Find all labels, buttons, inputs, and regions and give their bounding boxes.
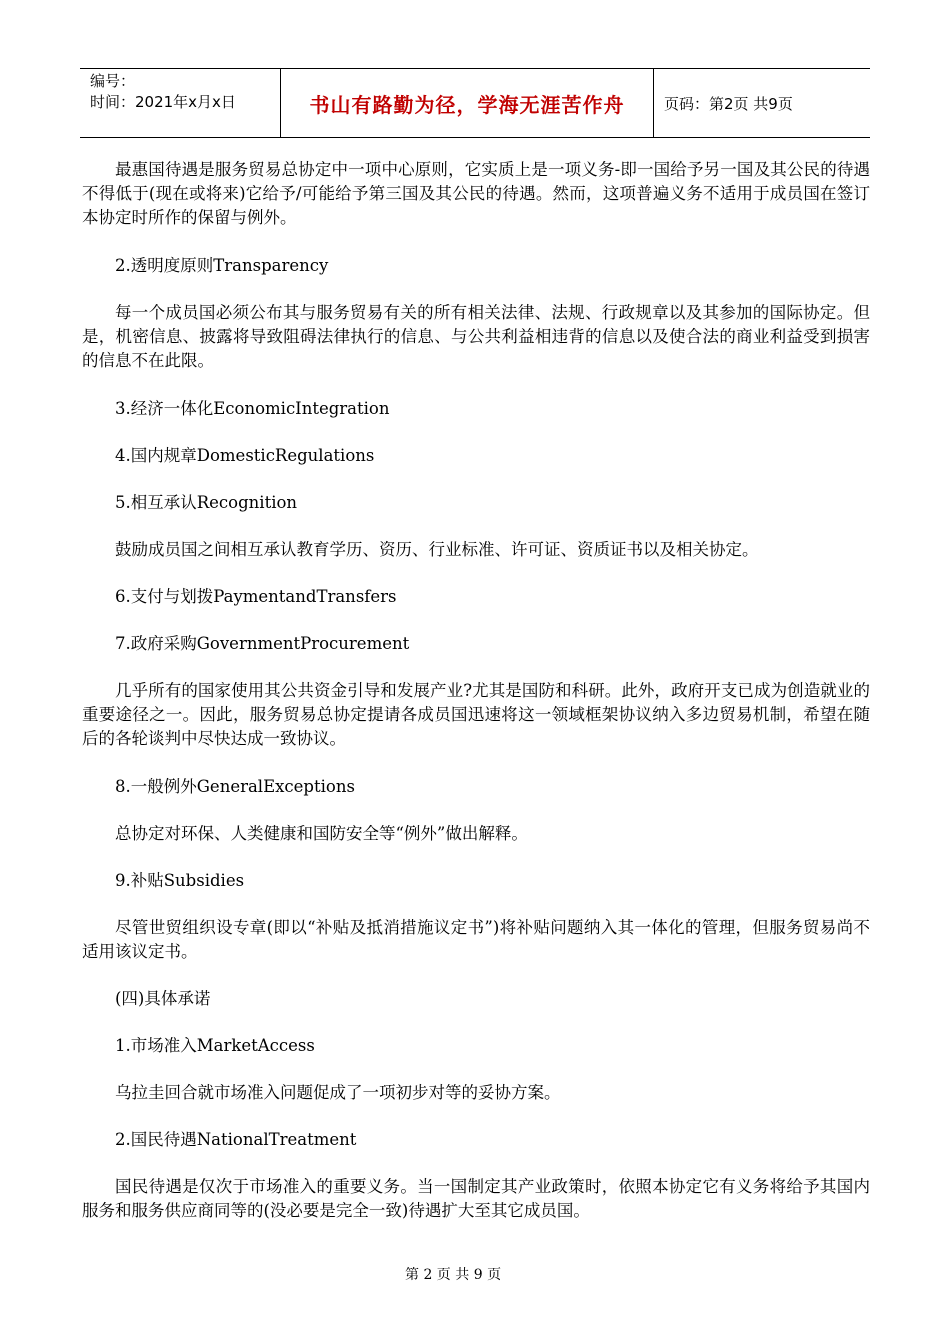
paragraph: 国民待遇是仅次于市场准入的重要义务。当一国制定其产业政策时，依照本协定它有义务将给予其国内服务和服务供应商同等的(没必要是完全一致)待遇扩大至其它成员国。 <box>82 1177 870 1220</box>
page-footer: 第 2 页 共 9 页 <box>405 1267 502 1283</box>
section-heading: 9.补贴Subsidies <box>115 871 245 890</box>
section-heading: 2.透明度原则Transparency <box>115 256 329 275</box>
paragraph: 乌拉圭回合就市场准入问题促成了一项初步对等的妥协方案。 <box>115 1083 561 1102</box>
paragraph: 总协定对环保、人类健康和国防安全等“例外”做出解释。 <box>115 824 528 843</box>
section-heading: 2.国民待遇NationalTreatment <box>115 1130 357 1149</box>
header-meta <box>80 69 281 137</box>
document-body <box>82 158 870 1223</box>
section-heading: 1.市场准入MarketAccess <box>115 1036 315 1055</box>
header-motto: 书山有路勤为径，学海无涯苦作舟 <box>281 69 654 137</box>
section-heading: 7.政府采购GovernmentProcurement <box>115 634 410 653</box>
date-label: 时间：2021年x月x日 <box>90 93 236 111</box>
page-header <box>80 68 870 138</box>
section-heading: 3.经济一体化EconomicIntegration <box>115 399 390 418</box>
section-heading: 6.支付与划拨PaymentandTransfers <box>115 587 397 606</box>
header-page-info: 页码：第2页 共9页 <box>664 94 793 113</box>
section-heading: 4.国内规章DomesticRegulations <box>115 446 375 465</box>
code-label: 编号： <box>90 72 136 90</box>
section-heading: 5.相互承认Recognition <box>115 493 298 512</box>
paragraph: 最惠国待遇是服务贸易总协定中一项中心原则，它实质上是一项义务-即一国给予另一国及其公民的待遇不得低于(现在或将来)它给予/可能给予第三国及其公民的待遇。然而，这项普遍义务不适用于成员国在签订本协定时所作的保留与例外。 <box>82 160 870 227</box>
section-heading: (四)具体承诺 <box>115 989 211 1008</box>
paragraph: 鼓励成员国之间相互承认教育学历、资历、行业标准、许可证、资质证书以及相关协定。 <box>115 540 759 559</box>
paragraph: 每一个成员国必须公布其与服务贸易有关的所有相关法律、法规、行政规章以及其参加的国际协定。但是，机密信息、披露将导致阻碍法律执行的信息、与公共利益相违背的信息以及使合法的商业利益受到损害的信息不在此限。 <box>82 303 870 370</box>
paragraph: 几乎所有的国家使用其公共资金引导和发展产业?尤其是国防和科研。此外，政府开支已成为创造就业的重要途径之一。因此，服务贸易总协定提请各成员国迅速将这一领域框架协议纳入多边贸易机制，希望在随后的各轮谈判中尽快达成一致协议。 <box>82 681 870 748</box>
paragraph: 尽管世贸组织设专章(即以“补贴及抵消措施议定书”)将补贴问题纳入其一体化的管理，但服务贸易尚不适用该议定书。 <box>82 918 870 961</box>
section-heading: 8.一般例外GeneralExceptions <box>115 777 355 796</box>
